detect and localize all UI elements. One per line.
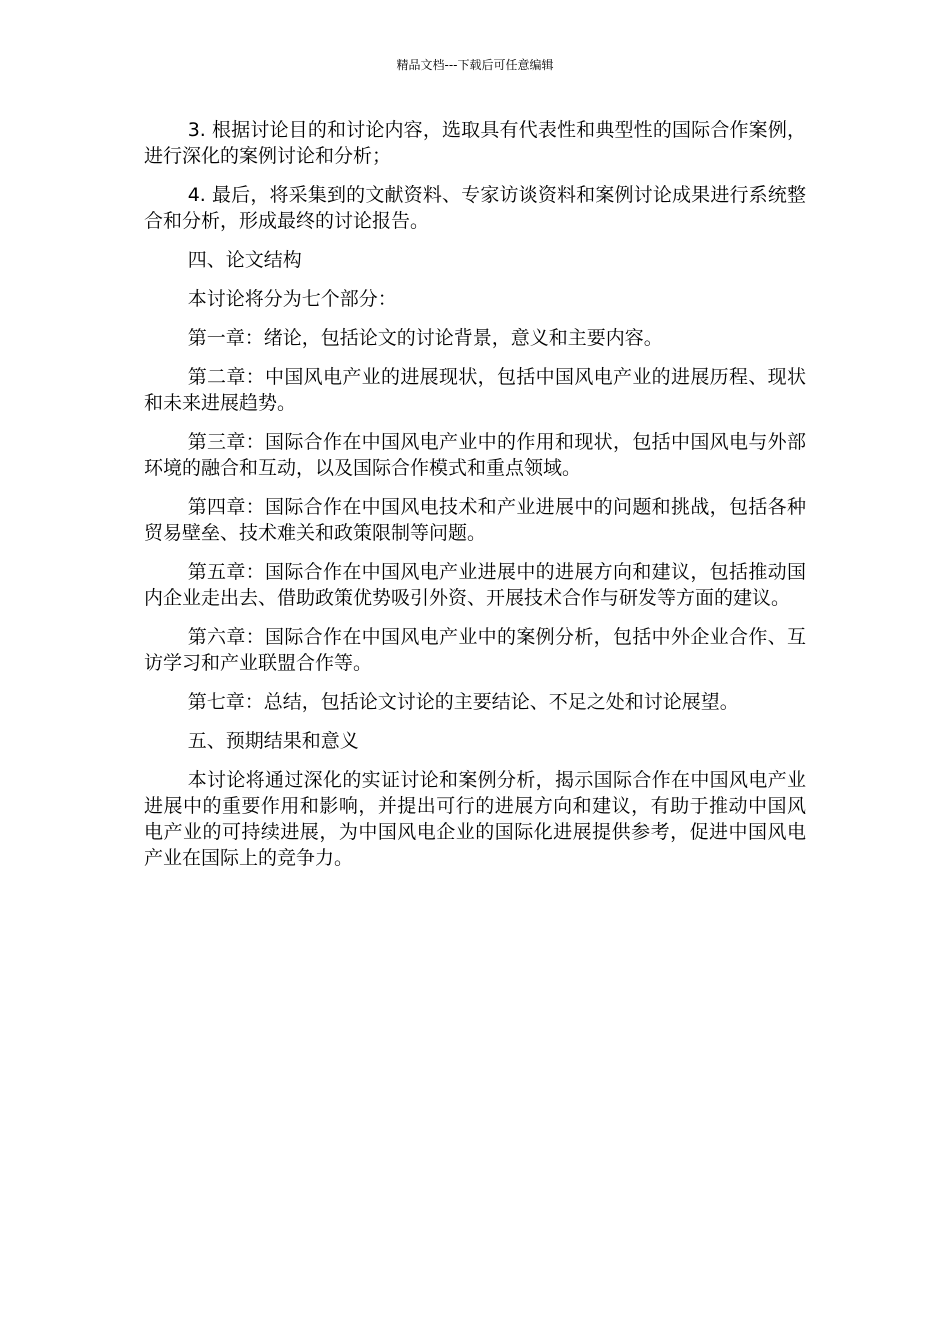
- chapter-4: 第四章：国际合作在中国风电技术和产业进展中的问题和挑战，包括各种贸易壁垒、技术难关和政策限制等问题。: [144, 496, 806, 544]
- page-header: 精品文档---下载后可任意编辑: [396, 58, 554, 72]
- chapter-5: 第五章：国际合作在中国风电产业进展中的进展方向和建议，包括推动国内企业走出去、借助政策优势吸引外资、开展技术合作与研发等方面的建议。: [144, 561, 806, 609]
- method-step-3: 3. 根据讨论目的和讨论内容，选取具有代表性和典型性的国际合作案例，进行深化的案例讨论和分析；: [144, 119, 806, 167]
- expected-results-body: 本讨论将通过深化的实证讨论和案例分析，揭示国际合作在中国风电产业进展中的重要作用和影响，并提出可行的进展方向和建议，有助于推动中国风电产业的可持续进展，为中国风电企业的国际化进展提供参考，促进中国风电产业在国际上的竞争力。: [144, 769, 806, 869]
- chapter-3: 第三章：国际合作在中国风电产业中的作用和现状，包括中国风电与外部环境的融合和互动，以及国际合作模式和重点领域。: [144, 431, 806, 479]
- chapter-1: 第一章：绪论，包括论文的讨论背景，意义和主要内容。: [187, 327, 663, 349]
- section-heading-expected-results: 五、预期结果和意义: [187, 730, 359, 752]
- structure-intro: 本讨论将分为七个部分：: [187, 288, 397, 310]
- method-step-4: 4. 最后，将采集到的文献资料、专家访谈资料和案例讨论成果进行系统整合和分析，形成最终的讨论报告。: [144, 184, 806, 232]
- chapter-7: 第七章：总结，包括论文讨论的主要结论、不足之处和讨论展望。: [187, 691, 739, 713]
- chapter-6: 第六章：国际合作在中国风电产业中的案例分析，包括中外企业合作、互访学习和产业联盟合作等。: [144, 626, 806, 674]
- chapter-2: 第二章：中国风电产业的进展现状，包括中国风电产业的进展历程、现状和未来进展趋势。: [144, 366, 806, 414]
- section-heading-structure: 四、论文结构: [187, 249, 302, 271]
- document-body: [144, 117, 806, 884]
